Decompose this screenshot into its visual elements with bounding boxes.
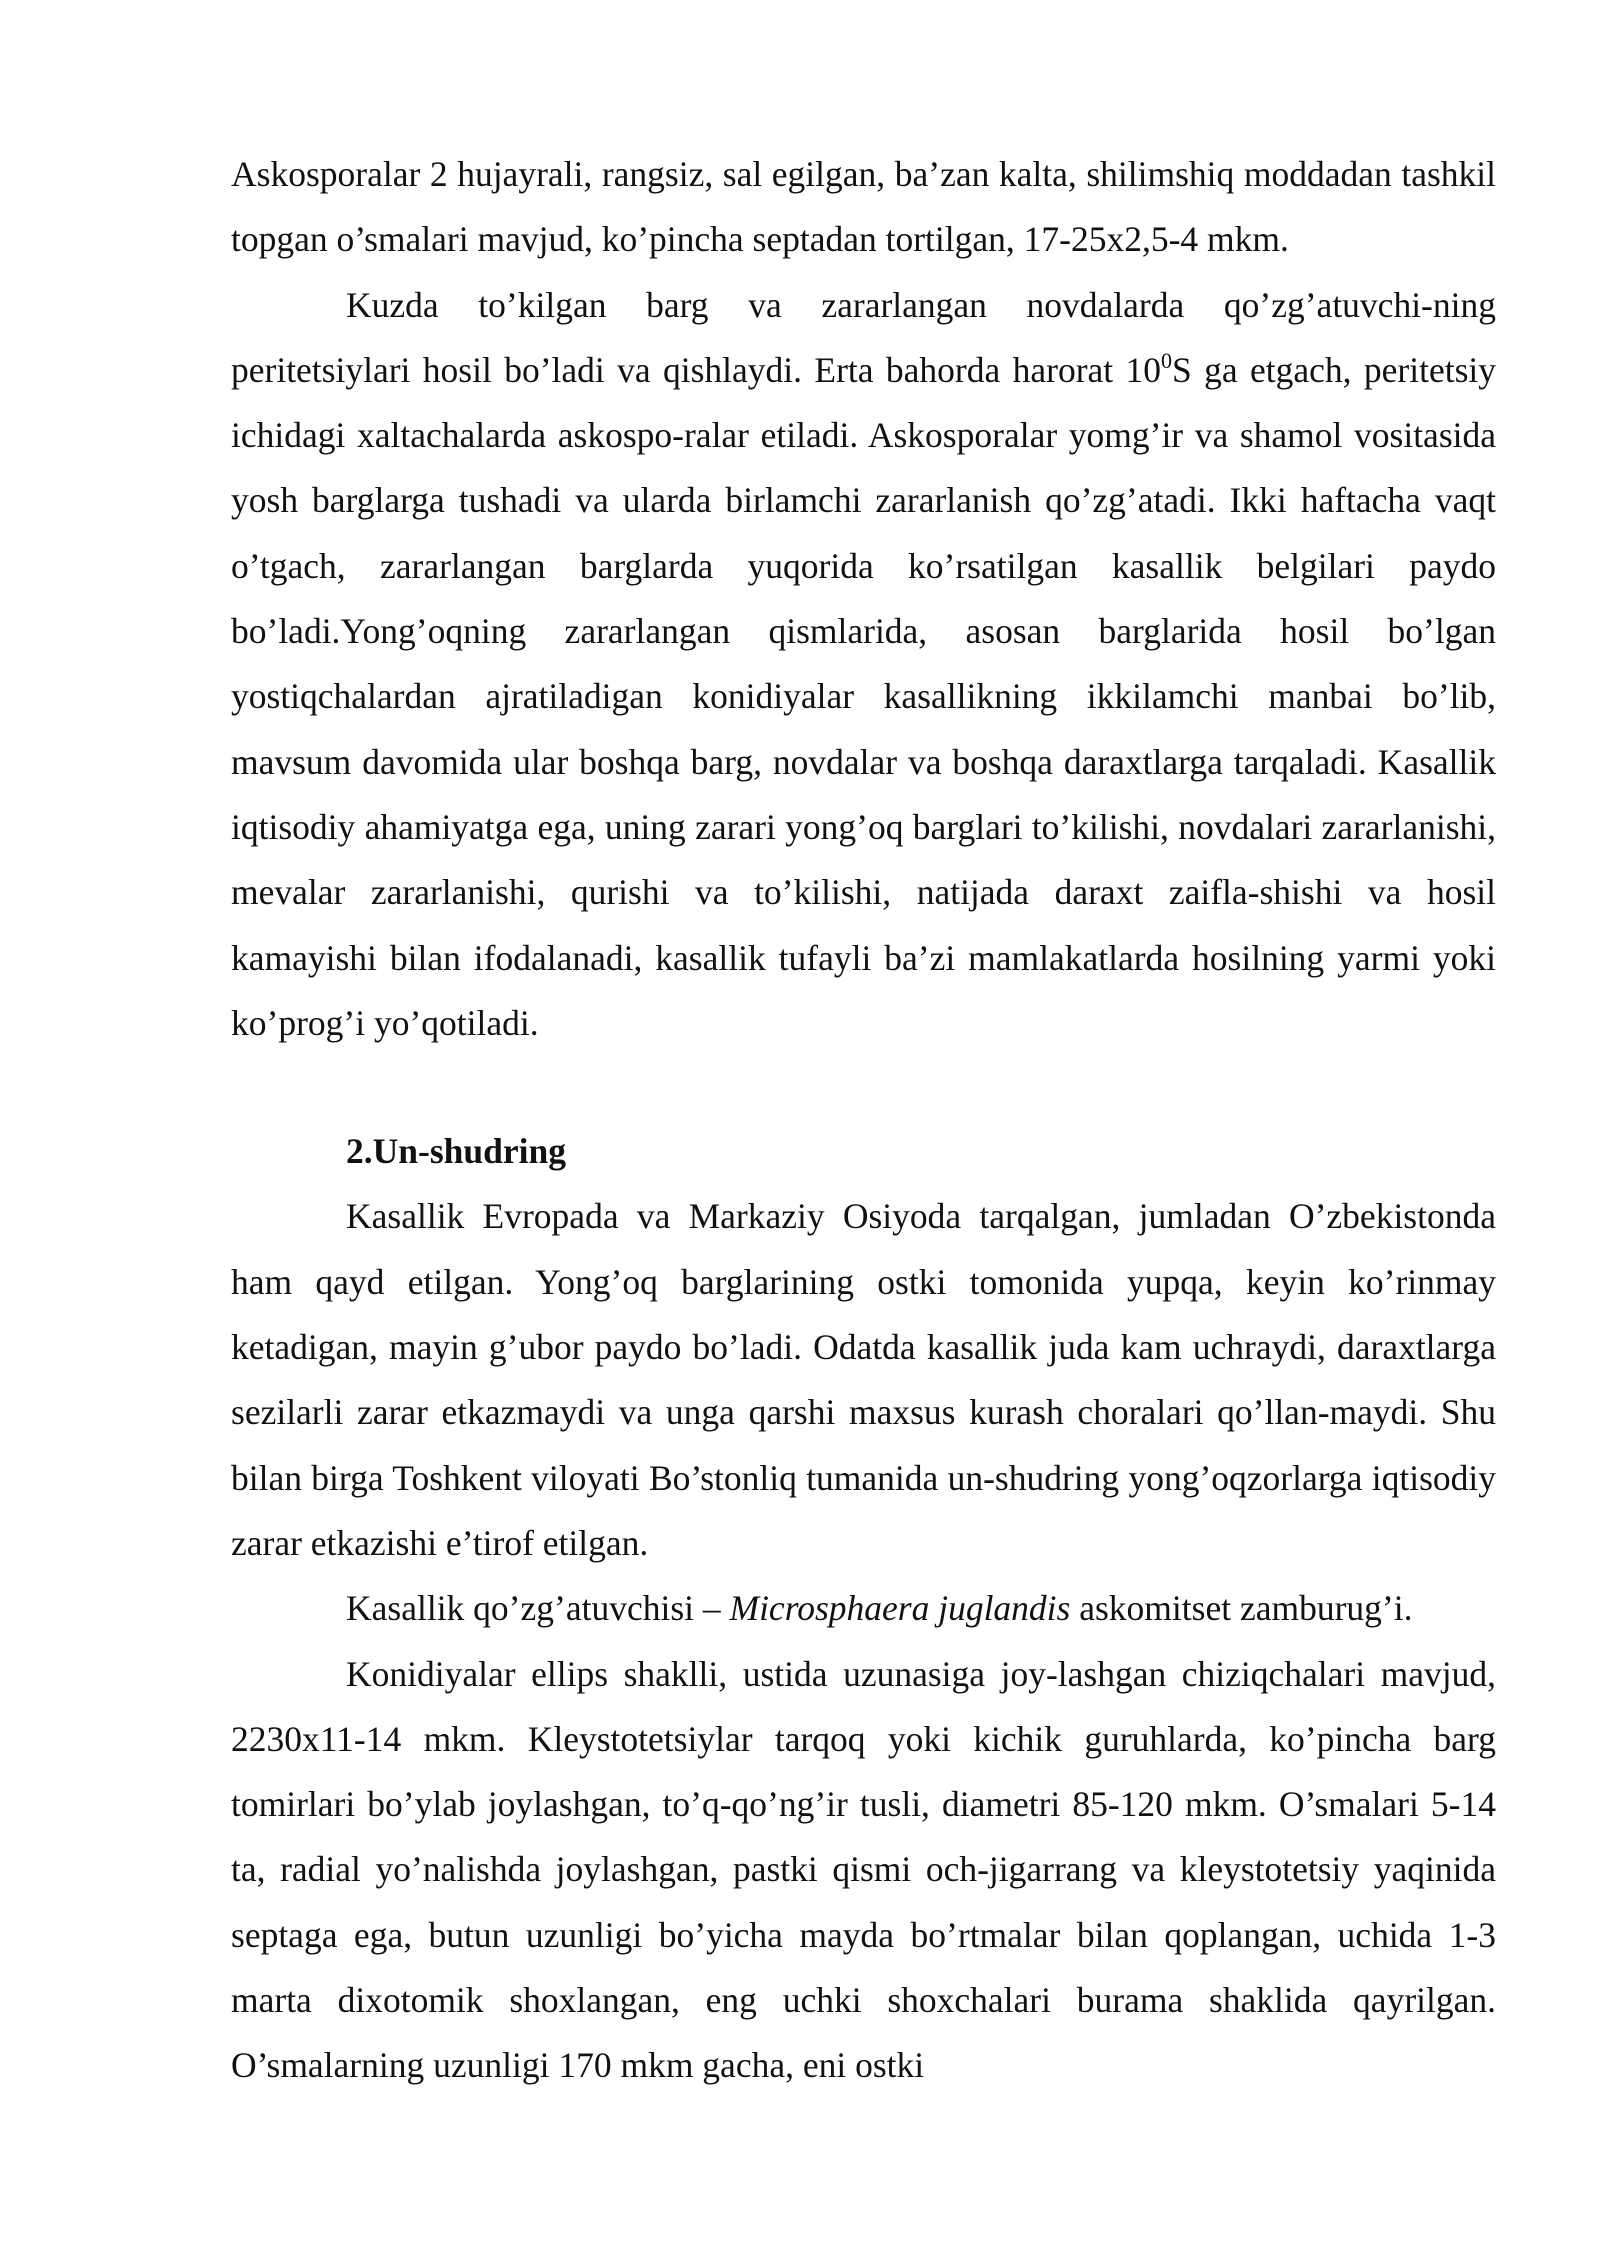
paragraph-pathogen: [231, 1576, 1496, 1641]
pathogen-species-name: Microsphaera juglandis: [729, 1588, 1071, 1629]
pathogen-text-start: Kasallik qo’zg’atuvchisi –: [346, 1588, 730, 1629]
paragraph-life-cycle: [231, 273, 1496, 1057]
degree-superscript: 0: [1161, 347, 1173, 373]
life-cycle-text-end: S ga etgach, peritetsiy ichidagi xaltachalarda askospo-ralar etiladi. Askosporalar yomg’ir va shamol vositasida yosh barglarga tushadi va ularda birlamchi zararlanish qo’zg’atadi. Ikki haftacha vaqt o’tgach, zararlangan barglarda yuqorida ko’rsatilgan kasallik belgilari paydo bo’ladi.Yong’oqning zararlangan qismlarida, asosan barglarida hosil bo’lgan yostiqchalardan ajratiladigan konidiyalar kasallikning ikkilamchi manbai bo’lib, mavsum davomida ular boshqa barg, novdalar va boshqa daraxtlarga tarqaladi. Kasallik iqtisodiy ahamiyatga ega, uning zarari yong’oq barglari to’kilishi, novdalari zararlanishi, mevalar zararlanishi, qurishi va to’kilishi, natijada daraxt zaifla-shishi va hosil kamayishi bilan ifodalanadi, kasallik tufayli ba’zi mamlakatlarda hosilning yarmi yoki ko’prog’i yo’qotiladi.: [231, 349, 1496, 1043]
life-cycle-text-start: Kuzda to’kilgan barg va zararlangan novdalarda qo’zg’atuvchi-ning peritetsiylari hosil bo’ladi va qishlaydi. Erta bahorda harorat 10: [231, 284, 1496, 390]
document-body: [231, 142, 1496, 2099]
section-heading: 2.Un-shudring: [346, 1131, 566, 1172]
pathogen-text-end: askomitset zamburug’i.: [1070, 1588, 1413, 1629]
paragraph-askospores: Askosporalar 2 hujayrali, rangsiz, sal egilgan, ba’zan kalta, shilimshiq moddadan tashkil topgan o’smalari mavjud, ko’pincha septadan tortilgan, 17-25x2,5-4 mkm.: [231, 154, 1496, 260]
paragraph-conidia: Konidiyalar ellips shaklli, ustida uzunasiga joy-lashgan chiziqchalari mavjud, 2230x11-14 mkm. Kleystotetsiylar tarqoq yoki kichik guruhlarda, ko’pincha barg tomirlari bo’ylab joylashgan, to’q-qo’ng’ir tusli, diametri 85-120 mkm. O’smalari 5-14 ta, radial yo’nalishda joylashgan, pastki qismi och-jigarrang va kleystotetsiy yaqinida septaga ega, butun uzunligi bo’yicha mayda bo’rtmalar bilan qoplangan, uchida 1-3 marta dixotomik shoxlangan, eng uchki shoxchalari burama shaklida qayrilgan. O’smalarning uzunligi 170 mkm gacha, eni ostki: [231, 1653, 1496, 2086]
paragraph-distribution: Kasallik Evropada va Markaziy Osiyoda tarqalgan, jumladan O’zbekistonda ham qayd etilgan. Yong’oq barglarining ostki tomonida yupqa, keyin ko’rinmay ketadigan, mayin g’ubor paydo bo’ladi. Odatda kasallik juda kam uchraydi, daraxtlarga sezilarli zarar etkazmaydi va unga qarshi maxsus kurash choralari qo’llan-maydi. Shu bilan birga Toshkent viloyati Bo’stonliq tumanida un-shudring yong’oqzorlarga iqtisodiy zarar etkazishi e’tirof etilgan.: [231, 1196, 1496, 1563]
section-gap: [231, 1056, 1496, 1119]
